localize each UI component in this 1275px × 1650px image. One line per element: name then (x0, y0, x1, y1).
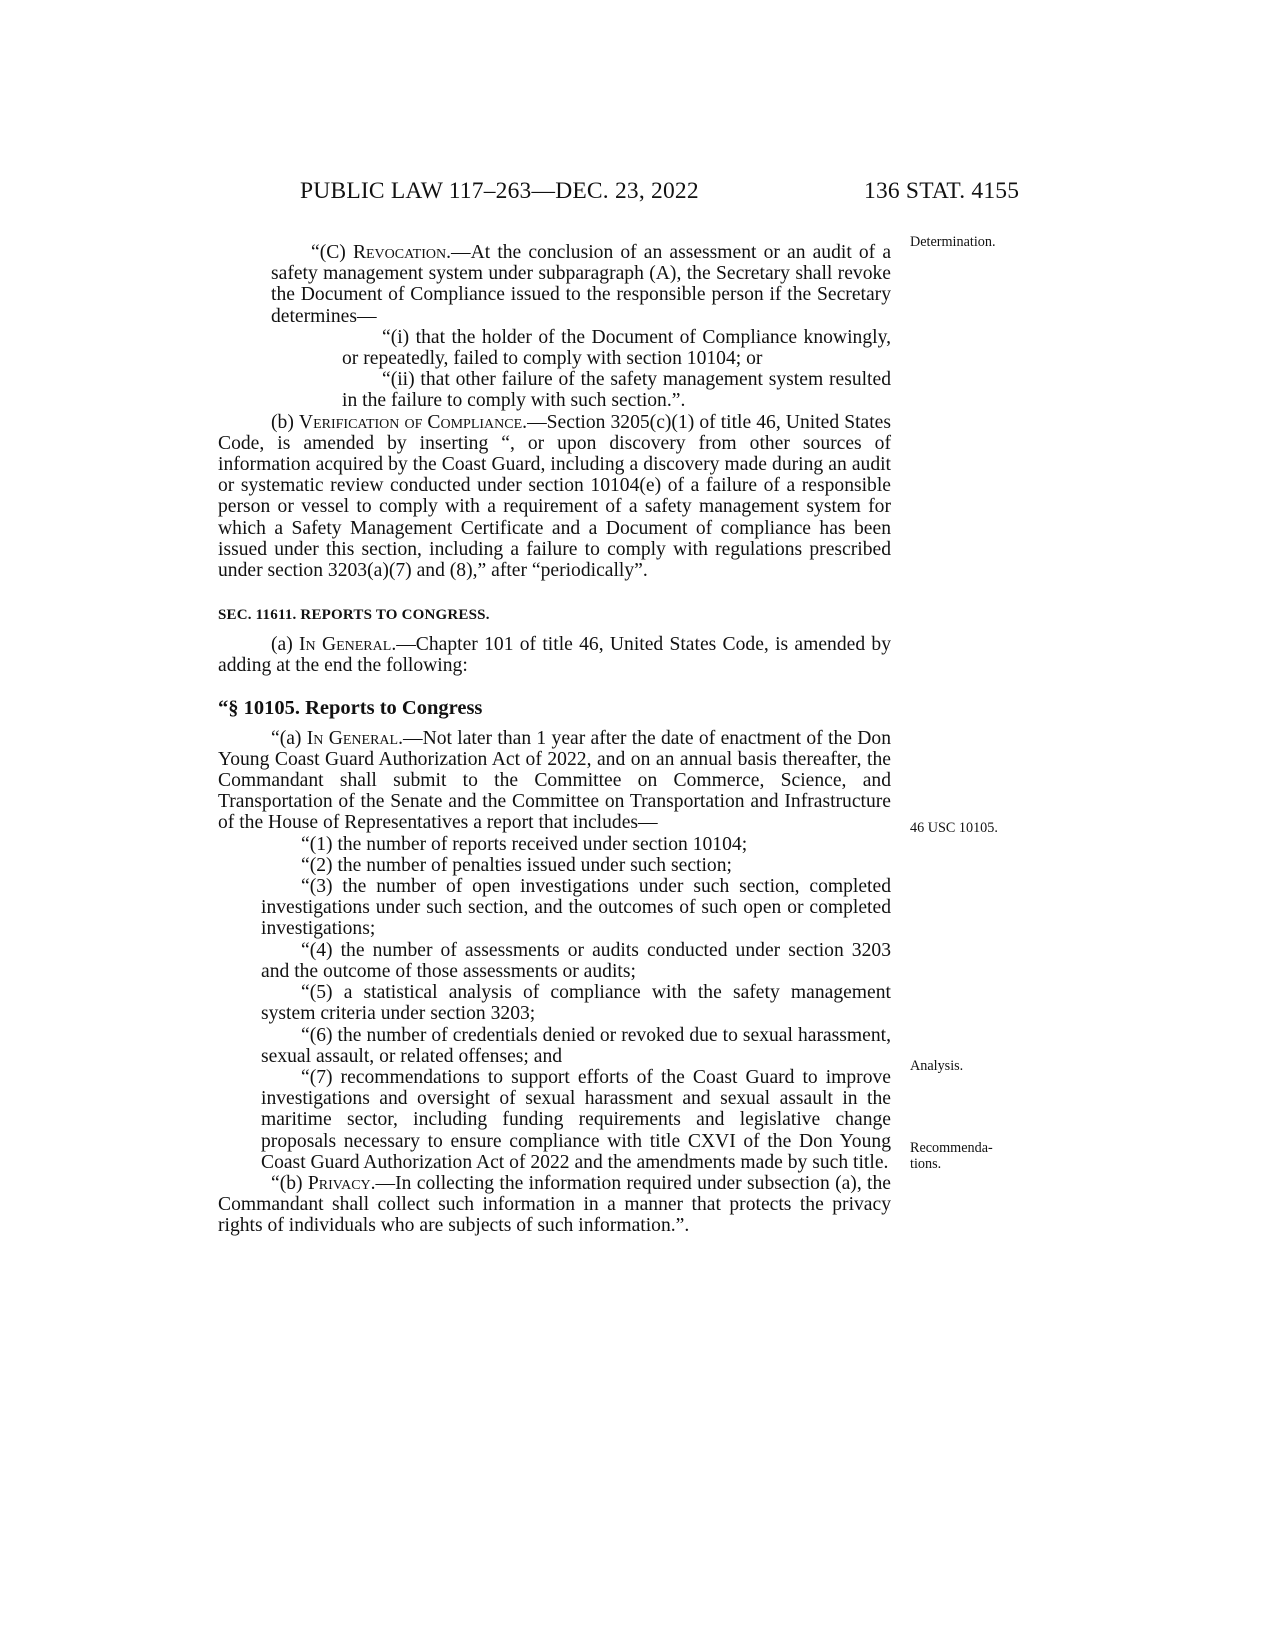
revocation-text: .—At the conclusion of an assessment or an audit of a safety management system under subparagraph (A), the Secretary shall revoke the Document of Compliance issued to the responsible person if the Secretary determines— (271, 242, 892, 327)
margin-note-recommendations-line2: tions. (910, 1156, 942, 1172)
margin-note-analysis: Analysis. (910, 1058, 964, 1074)
revocation-prefix: “(C) (311, 242, 353, 263)
list-item-6: “(6) the number of credentials denied or revoked due to sexual harassment, sexual assault, or related offenses; and (261, 1024, 891, 1067)
usc-a-text: .—Not later than 1 year after the date of enactment of the Don Young Coast Guard Authorization Act of 2022, and on an annual basis thereafter, the Commandant shall submit to the Committee on Commerce, Science, and Transportation of the Senate and the Committee on Transportation and Infrastructure of the House of Representatives a report that includes— (218, 727, 892, 834)
revocation-heading: Revocation (352, 242, 447, 263)
usc-section-heading: “§ 10105. Reports to Congress (218, 696, 483, 719)
list-item-4: “(4) the number of assessments or audits conducted under section 3203 and the outcome of those assessments or audits; (261, 939, 891, 982)
margin-note-usc-citation: 46 USC 10105. (910, 820, 998, 836)
sec-a-prefix: (a) (271, 634, 300, 656)
margin-note-recommendations-line1: Recommenda- (910, 1140, 993, 1156)
list-item-5: “(5) a statistical analysis of compliance with the safety management system criteria under section 3203; (261, 982, 891, 1025)
section-heading: SEC. 11611. REPORTS TO CONGRESS. (218, 607, 490, 624)
sec-a-heading: In General (299, 634, 392, 656)
usc-a-heading: In General (306, 727, 399, 749)
paragraph-usc-a-in-general (218, 728, 891, 834)
paragraph-sec-a-in-general (218, 634, 891, 676)
page-running-title: PUBLIC LAW 117–263—DEC. 23, 2022 (300, 178, 699, 204)
margin-note-recommendations (910, 1140, 1010, 1172)
clause-ii: “(ii) that other failure of the safety management system resulted in the failure to comply with such section.”. (342, 369, 891, 412)
list-item-7: “(7) recommendations to support efforts of the Coast Guard to improve investigations and oversight of sexual harassment and sexual assault in the maritime sector, including funding requirements and legislative change proposals necessary to ensure compliance with title CXVI of the Don Young Coast Guard Authorization Act of 2022 and the amendments made by such title. (261, 1066, 891, 1173)
clause-i: “(i) that the holder of the Document of Compliance knowingly, or repeatedly, failed to comply with section 10104; or (342, 326, 891, 370)
paragraph-usc-b-privacy (218, 1173, 891, 1237)
verification-prefix: (b) (271, 411, 299, 433)
paragraph-revocation (271, 242, 891, 327)
list-item-1: “(1) the number of reports received under section 10104; (301, 833, 748, 855)
list-item-2: “(2) the number of penalties issued under such section; (301, 854, 732, 876)
paragraph-verification-of-compliance (218, 412, 891, 582)
usc-b-heading: Privacy (307, 1172, 371, 1194)
sec-a-text: .—Chapter 101 of title 46, United States Code, is amended by adding at the end the following: (218, 634, 891, 677)
usc-b-text: .—In collecting the information required under subsection (a), the Commandant shall collect such information in a manner that protects the privacy rights of individuals who are subjects of such information.”. (218, 1172, 891, 1237)
verification-heading: Verification of Compliance (298, 411, 523, 433)
list-item-3: “(3) the number of open investigations under such section, completed investigations under such section, and the outcomes of such open or completed investigations; (261, 876, 891, 940)
statute-page-number: 136 STAT. 4155 (864, 178, 1020, 204)
verification-text: .—Section 3205(c)(1) of title 46, United States Code, is amended by inserting “, or upon discovery from other sources of information acquired by the Coast Guard, including a discovery made during an audit or systematic review conducted under section 10104(e) of a failure of a responsible person or vessel to comply with a requirement of a safety management system for which a Safety Management Certificate and a Document of compliance has been issued under this section, including a failure to comply with regulations prescribed under section 3203(a)(7) and (8),” after “periodically”. (218, 411, 892, 582)
margin-note-determination: Determination. (910, 234, 996, 250)
usc-a-prefix: “(a) (271, 727, 307, 749)
statute-body (218, 242, 891, 1237)
usc-b-prefix: “(b) (271, 1172, 308, 1194)
